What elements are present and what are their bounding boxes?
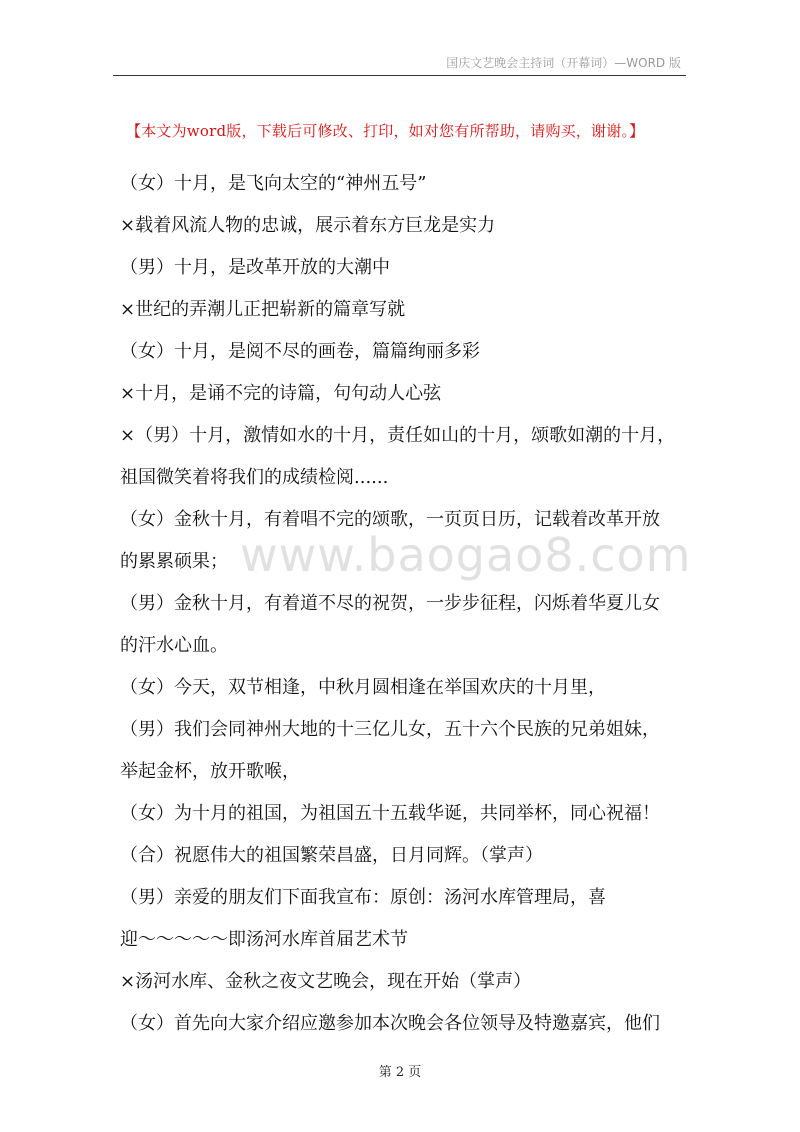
text-line: ×（男）十月，激情如水的十月，责任如山的十月，颂歌如潮的十月， bbox=[120, 425, 676, 446]
text-line: ×十月，是诵不完的诗篇，句句动人心弦 bbox=[120, 383, 442, 404]
text-line: 迎～～～～～即汤河水库首届艺术节 bbox=[120, 929, 408, 950]
text-line: （男）十月，是改革开放的大潮中 bbox=[120, 257, 390, 278]
text-line: ×载着风流人物的忠诚，展示着东方巨龙是实力 bbox=[120, 215, 496, 236]
text-line: （男）我们会同神州大地的十三亿儿女，五十六个民族的兄弟姐妹， bbox=[120, 719, 660, 740]
text-line: （合）祝愿伟大的祖国繁荣昌盛，日月同辉。（掌声） bbox=[120, 845, 543, 866]
text-line: 的汗水心血。 bbox=[120, 635, 228, 656]
text-line: （女）为十月的祖国，为祖国五十五载华诞，共同举杯，同心祝福！ bbox=[120, 803, 660, 824]
text-line: （女）今天，双节相逢，中秋月圆相逢在举国欢庆的十月里， bbox=[120, 677, 606, 698]
text-line: 祖国微笑着将我们的成绩检阅...... bbox=[120, 467, 389, 488]
watermark: www.baogao8.com bbox=[240, 528, 692, 582]
text-line: ×世纪的弄潮儿正把崭新的篇章写就 bbox=[120, 299, 406, 320]
text-line: （女）金秋十月，有着唱不完的颂歌，一页页日历，记载着改革开放 bbox=[120, 509, 660, 530]
text-line: （女）首先向大家介绍应邀参加本次晚会各位领导及特邀嘉宾，他们 bbox=[120, 1013, 660, 1034]
text-line: （女）十月，是阅不尽的画卷，篇篇绚丽多彩 bbox=[120, 341, 480, 362]
text-line: （男）亲爱的朋友们下面我宣布：原创：汤河水库管理局，喜 bbox=[120, 887, 606, 908]
text-line: （女）十月，是飞向太空的“神州五号” bbox=[120, 173, 427, 194]
page-number: 第 2 页 bbox=[378, 1065, 422, 1080]
text-line: ×汤河水库、金秋之夜文艺晚会，现在开始（掌声） bbox=[120, 971, 532, 992]
header-title: 国庆文艺晚会主持词（开幕词）—WORD 版 bbox=[446, 56, 681, 70]
text-line: （男）金秋十月，有着道不尽的祝贺，一步步征程，闪烁着华夏儿女 bbox=[120, 593, 660, 614]
purchase-notice: 【本文为word版，下载后可修改、打印，如对您有所帮助，请购买，谢谢。】 bbox=[126, 122, 645, 140]
text-line: 的累累硕果； bbox=[120, 551, 228, 572]
text-line: 举起金杯，放开歌喉， bbox=[120, 761, 300, 782]
